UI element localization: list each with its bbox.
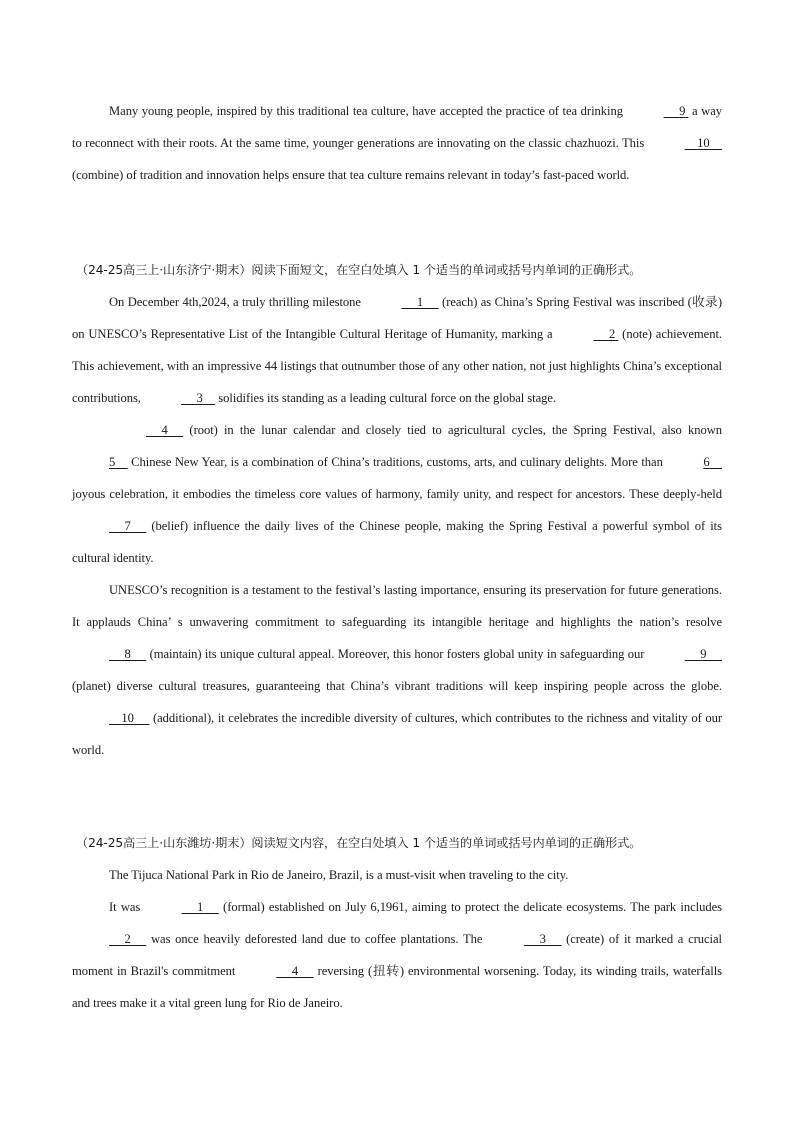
text-run: It was — [109, 900, 145, 914]
blank-number: 6 — [703, 455, 710, 469]
section-spring-festival — [72, 254, 722, 766]
blank-number: 4 — [291, 964, 299, 978]
answer-blank — [487, 923, 561, 955]
text-run: was once heavily deforested land due to coffee plantations. The — [146, 932, 488, 946]
blank-number: 9 — [700, 647, 707, 661]
blank-number: 1 — [197, 900, 204, 914]
blank-number: 10 — [121, 711, 134, 725]
answer-blank — [72, 510, 146, 542]
text-run: Many young people, inspired by this traditional tea culture, have accepted the practice of tea drinking — [109, 104, 627, 118]
text-run: (reach) as China’s Spring Festival was inscribed (收录) on UNESCO’s Representative List of the Intangible Cultural Heritage of Humanity, marking a — [72, 295, 723, 341]
blank-number: 2 — [608, 327, 616, 341]
text-run: (additional), it celebrates the incredible diversity of cultures, which contributes to the richness and vitality of our world. — [72, 711, 722, 757]
answer-blank — [144, 382, 215, 414]
section-heading: （24-25高三上·山东潍坊·期末）阅读短文内容，在空白处填入 1 个适当的单词或括号内单词的正确形式。 — [76, 836, 642, 850]
blank-number: 3 — [196, 391, 203, 405]
section-tea-culture — [72, 95, 722, 191]
text-run: The Tijuca National Park in Rio de Janeiro, Brazil, is a must-visit when traveling to the city. — [109, 868, 569, 882]
answer-blank — [556, 318, 618, 350]
answer-blank — [648, 127, 722, 159]
blank-number: 10 — [697, 136, 710, 150]
answer-blank — [72, 638, 146, 670]
section-heading: （24-25高三上·山东济宁·期末）阅读下面短文，在空白处填入 1 个适当的单词或括号内单词的正确形式。 — [76, 263, 642, 277]
paragraph — [72, 574, 722, 766]
section-tijuca-park — [72, 827, 722, 1019]
paragraph — [72, 286, 722, 414]
answer-blank — [72, 446, 128, 478]
answer-blank — [239, 955, 313, 987]
paragraph — [72, 95, 722, 191]
text-run: (root) in the lunar calendar and closely tied to agricultural cycles, the Spring Festival, also known — [183, 423, 722, 437]
answer-blank — [364, 286, 438, 318]
answer-blank — [72, 923, 146, 955]
answer-blank — [145, 891, 219, 923]
text-run: solidifies its standing as a leading cultural force on the global stage. — [215, 391, 557, 405]
text-run: a way to reconnect with their roots. At the same time, younger generations are innovating on the classic chazhuozi. This — [72, 104, 722, 150]
text-run: On December 4th,2024, a truly thrilling milestone — [109, 295, 365, 309]
text-run: (note) achievement. This achievement, with an impressive 44 listings that outnumber those of any other nation, not just highlights China’s exceptional contributions, — [72, 327, 722, 405]
text-run: (belief) influence the daily lives of the Chinese people, making the Spring Festival a powerful symbol of its cultural identity. — [72, 519, 722, 565]
paragraph — [72, 859, 722, 891]
blank-number: 2 — [124, 932, 131, 946]
text-run: Chinese New Year, is a combination of China’s traditions, customs, arts, and culinary delights. More than — [127, 455, 667, 469]
answer-blank — [72, 702, 149, 734]
answer-blank — [627, 95, 689, 127]
blank-number: 4 — [161, 423, 168, 437]
blank-number: 3 — [539, 932, 546, 946]
text-run: joyous celebration, it embodies the timeless core values of harmony, family unity, and respect for ancestors. These deeply-held — [72, 487, 722, 501]
text-run: (create) of it marked a crucial moment in Brazil's commitment — [72, 932, 722, 978]
answer-blank — [666, 446, 722, 478]
answer-blank — [109, 414, 183, 446]
paragraph — [72, 891, 722, 1019]
answer-blank — [648, 638, 722, 670]
blank-number: 5 — [109, 455, 116, 469]
blank-number: 8 — [124, 647, 131, 661]
paragraph — [72, 414, 722, 574]
text-run: (planet) diverse cultural treasures, guaranteeing that China’s vibrant traditions will keep inspiring people across the globe. — [72, 679, 722, 693]
blank-number: 7 — [124, 519, 131, 533]
blank-number: 1 — [416, 295, 424, 309]
text-run: (combine) of tradition and innovation helps ensure that tea culture remains relevant in today’s fast-paced world. — [72, 168, 630, 182]
text-run: reversing (扭转) environmental worsening. Today, its winding trails, waterfalls and trees make it a vital green lung for Rio de Janeiro. — [72, 964, 723, 1010]
text-run: (maintain) its unique cultural appeal. Moreover, this honor fosters global unity in safeguarding our — [146, 647, 648, 661]
text-run: UNESCO’s recognition is a testament to the festival’s lasting importance, ensuring its preservation for future generations. It applauds China’ s unwavering commitment to safeguarding its intangible heritage and highlights the nation’s resolve — [72, 583, 722, 629]
blank-number: 9 — [679, 104, 686, 118]
text-run: (formal) established on July 6,1961, aiming to protect the delicate ecosystems. The park includes — [218, 900, 722, 914]
